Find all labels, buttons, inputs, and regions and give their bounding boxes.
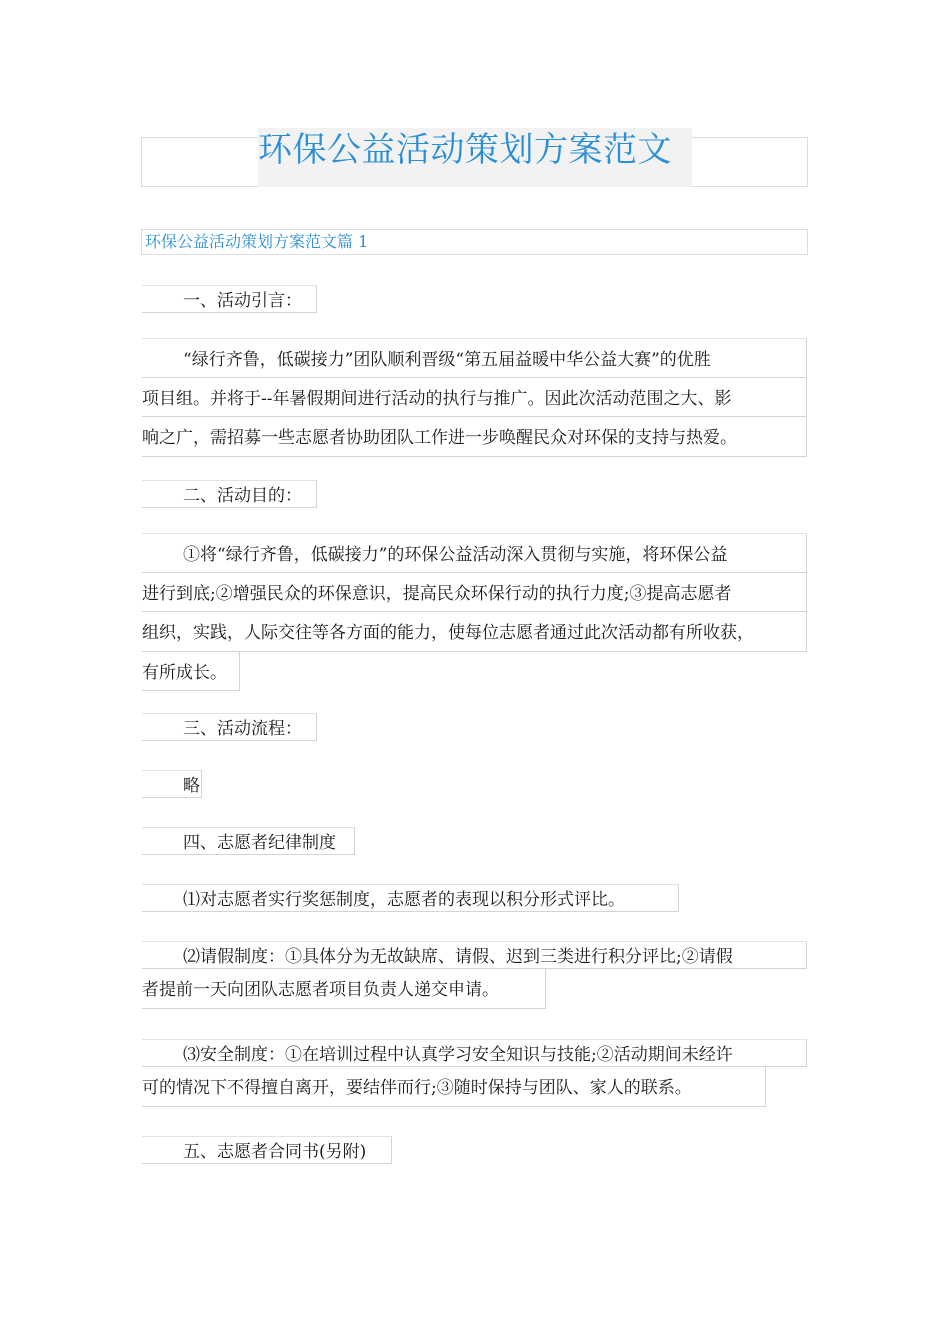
text-line: ⑶安全制度：①在培训过程中认真学习安全知识与技能;②活动期间未经许: [142, 1039, 807, 1067]
text-line: 响之广，需招募一些志愿者协助团队工作进一步唤醒民众对环保的支持与热爱。: [142, 417, 807, 457]
text-line: ①将“绿行齐鲁，低碳接力”的环保公益活动深入贯彻与实施，将环保公益: [142, 533, 807, 573]
text-line: “绿行齐鲁，低碳接力”团队顺利晋级“第五届益暖中华公益大赛”的优胜: [142, 338, 807, 378]
paragraph-intro: [142, 338, 807, 457]
text-line: 项目组。并将于--年暑假期间进行活动的执行与推广。因此次活动范围之大、影: [142, 378, 807, 418]
section-heading-purpose: 二、活动目的：: [142, 480, 317, 508]
section-heading-discipline: 四、志愿者纪律制度: [142, 827, 355, 855]
text-line: 者提前一天向团队志愿者项目负责人递交申请。: [142, 969, 546, 1009]
document-subtitle: 环保公益活动策划方案范文篇 1: [141, 229, 808, 255]
discipline-item-3: [142, 1039, 807, 1107]
paragraph-purpose: [142, 533, 807, 691]
text-line: 有所成长。: [142, 652, 240, 692]
section-heading-contract: 五、志愿者合同书(另附): [142, 1136, 392, 1164]
text-line: 可的情况下不得擅自离开，要结伴而行;③随时保持与团队、家人的联系。: [142, 1067, 766, 1107]
document-title: 环保公益活动策划方案范文: [258, 128, 692, 187]
section-heading-intro: 一、活动引言：: [142, 285, 317, 313]
discipline-item-1: ⑴对志愿者实行奖惩制度，志愿者的表现以积分形式评比。: [142, 884, 679, 912]
discipline-item-2: [142, 941, 807, 1009]
text-line: ⑵请假制度：①具体分为无故缺席、请假、迟到三类进行积分评比;②请假: [142, 941, 807, 969]
process-text: 略: [142, 770, 202, 798]
text-line: 进行到底;②增强民众的环保意识，提高民众环保行动的执行力度;③提高志愿者: [142, 573, 807, 613]
section-heading-process: 三、活动流程：: [142, 713, 317, 741]
text-line: 组织，实践，人际交往等各方面的能力，使每位志愿者通过此次活动都有所收获，: [142, 612, 807, 652]
